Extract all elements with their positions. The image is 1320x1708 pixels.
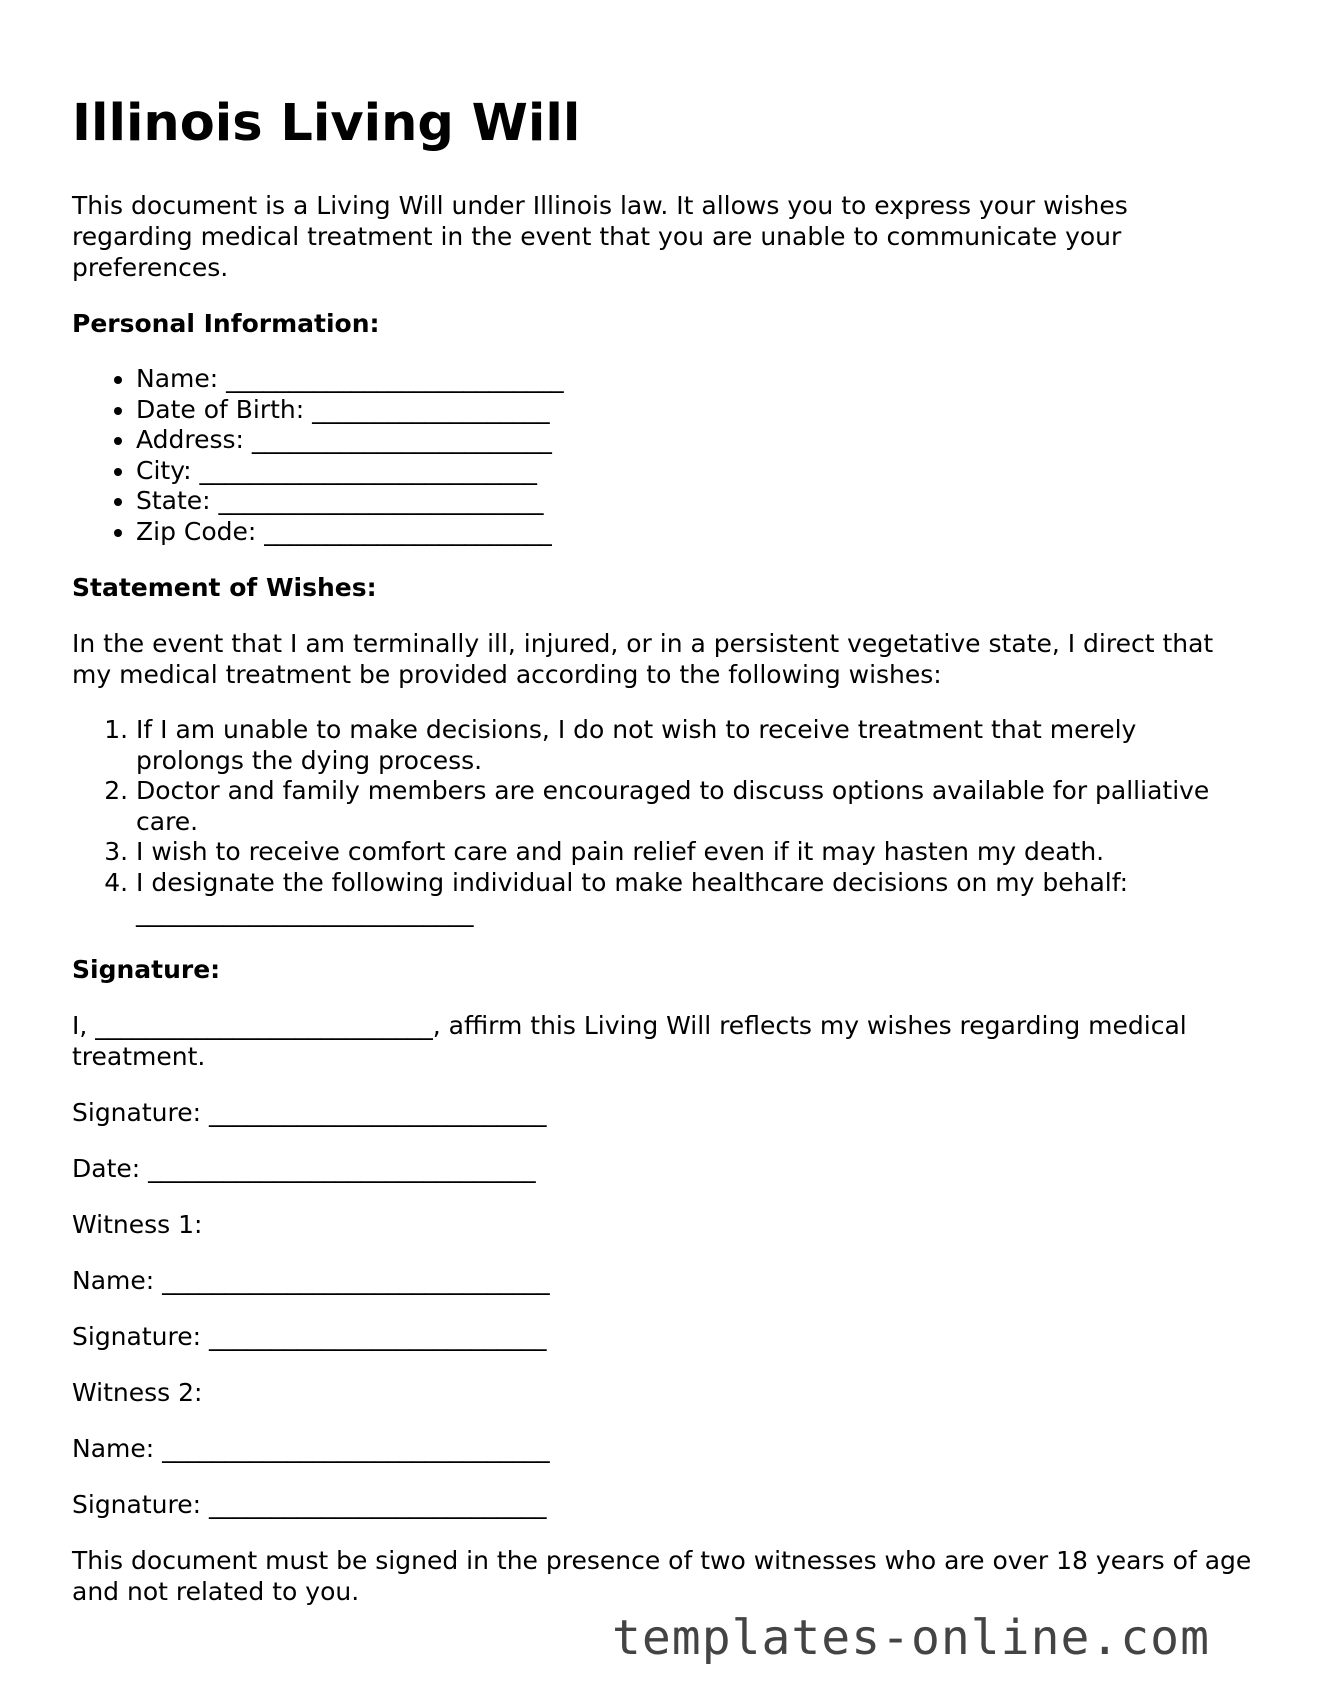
signature-heading: Signature:: [72, 954, 221, 984]
wishes-list: [72, 715, 1252, 929]
list-item-date-of-birth: • Date of Birth: ___________________: [136, 395, 1252, 426]
list-item-name: • Name: ___________________________: [136, 364, 1252, 395]
list-item-city: • City: ___________________________: [136, 456, 1252, 487]
watermark-text: templates-online.com: [612, 1610, 1210, 1666]
witness2-signature-line: Signature: ___________________________: [72, 1489, 547, 1519]
witness1-name-line: Name: _______________________________: [72, 1265, 550, 1295]
wish-item: 1. If I am unable to make decisions, I do not wish to receive treatment that merely prolongs the dying process.: [136, 715, 1252, 776]
signature-line: Signature: ___________________________: [72, 1097, 547, 1127]
list-item-state: • State: __________________________: [136, 486, 1252, 517]
wish-item: 2. Doctor and family members are encouraged to discuss options available for palliative care.: [136, 776, 1252, 837]
personal-info-heading: Personal Information:: [72, 309, 380, 338]
witness2-label: Witness 2:: [72, 1377, 203, 1407]
document-title: Illinois Living Will: [72, 94, 581, 153]
wish-item: 3. I wish to receive comfort care and pain relief even if it may hasten my death.: [136, 837, 1252, 868]
statement-heading: Statement of Wishes:: [72, 573, 377, 602]
witness2-name-line: Name: _______________________________: [72, 1433, 550, 1463]
statement-intro: In the event that I am terminally ill, injured, or in a persistent vegetative state, I direct that my medical treatment be provided according to the following wishes:: [72, 629, 1214, 689]
footer-note: This document must be signed in the presence of two witnesses who are over 18 years of age and not related to you.: [72, 1545, 1252, 1606]
wish-item: 4. I designate the following individual to make healthcare decisions on my behalf: ___________________________: [136, 868, 1252, 929]
affirm-paragraph: I, ___________________________, affirm this Living Will reflects my wishes regarding medical treatment.: [72, 1010, 1187, 1071]
personal-info-list: [72, 364, 1252, 547]
witness1-signature-line: Signature: ___________________________: [72, 1321, 547, 1351]
document-page: [72, 88, 1252, 1632]
intro-paragraph: This document is a Living Will under Illinois law. It allows you to express your wishes regarding medical treatment in the event that you are unable to communicate your preferences.: [72, 191, 1128, 282]
witness1-label: Witness 1:: [72, 1209, 203, 1239]
list-item-zip-code: • Zip Code: _______________________: [136, 517, 1252, 548]
date-line: Date: _______________________________: [72, 1153, 536, 1183]
list-item-address: • Address: ________________________: [136, 425, 1252, 456]
